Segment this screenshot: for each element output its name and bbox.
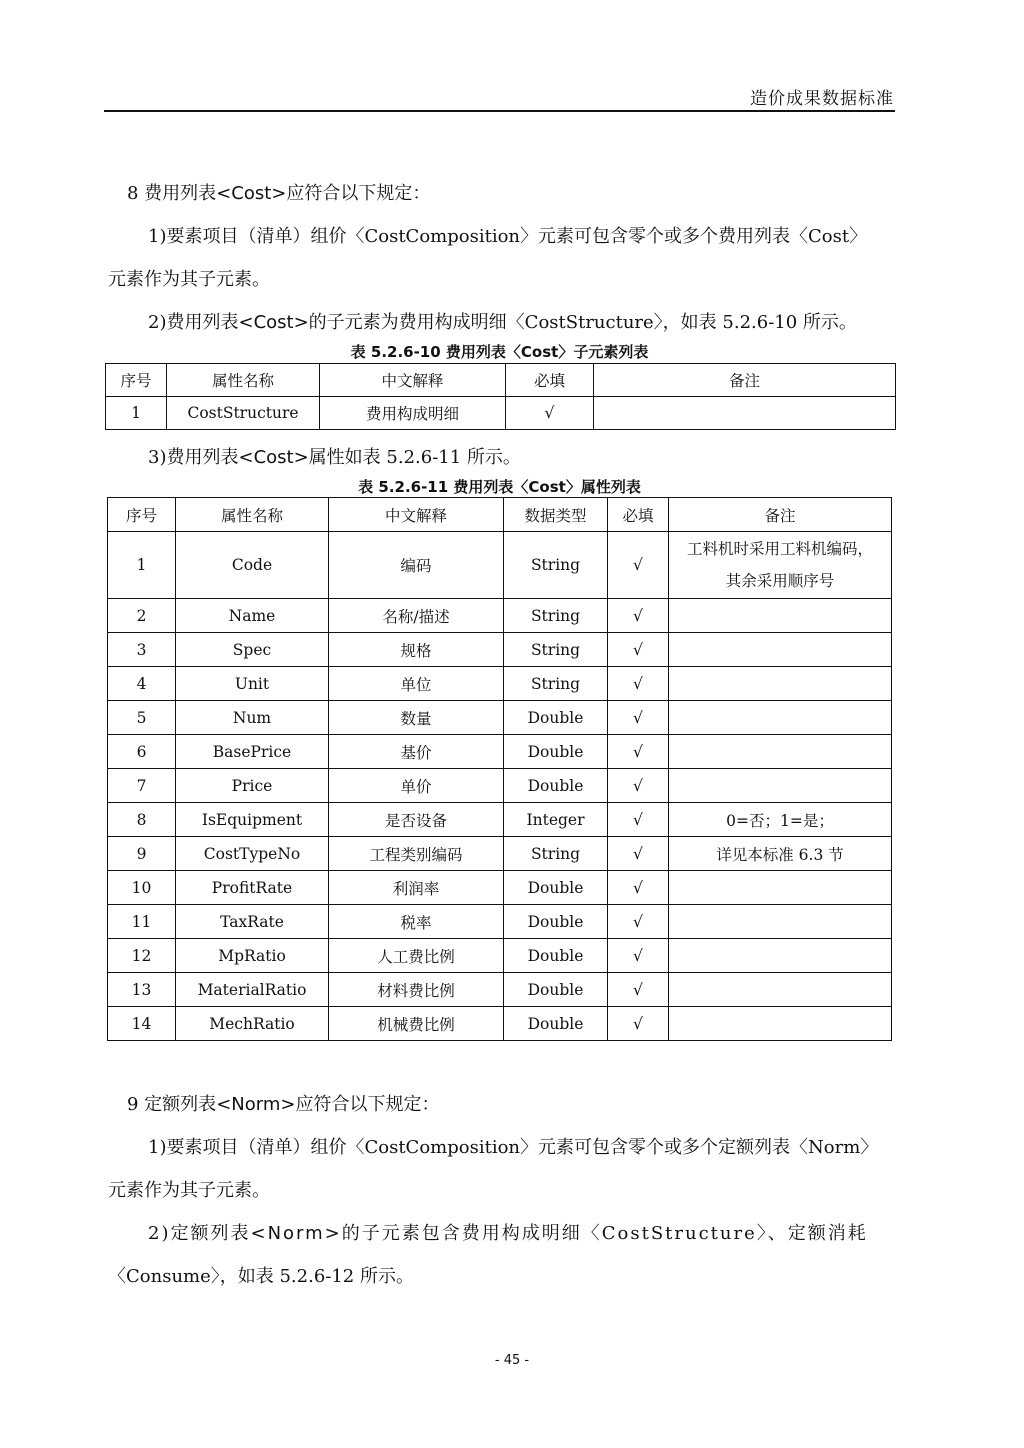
table-cell: Double	[504, 735, 608, 769]
table-cell	[669, 871, 892, 905]
table-cell: 5	[108, 701, 176, 735]
section-9-para-2-line-1	[148, 1222, 934, 1246]
section-8-heading-text: 8 费用列表	[127, 183, 217, 204]
table-10-header-cell: 序号	[106, 364, 167, 397]
table-row	[108, 1007, 892, 1041]
section-9-para-2-text: 2)定额列表	[148, 1223, 251, 1244]
table-row	[108, 599, 892, 633]
table-cell: Unit	[176, 667, 329, 701]
table-cell: CostTypeNo	[176, 837, 329, 871]
table-cell: 工料机时采用工料机编码，其余采用顺序号	[669, 532, 892, 599]
table-row	[108, 532, 892, 599]
table-10-header-cell: 中文解释	[320, 364, 506, 397]
table-10-caption: 表 5.2.6-10 费用列表〈Cost〉子元素列表	[350, 343, 649, 361]
section-9-para-2-tag: <Norm>	[250, 1223, 342, 1244]
table-cell	[669, 769, 892, 803]
page-number: - 45 -	[494, 1353, 530, 1368]
table-cell: String	[504, 667, 608, 701]
table-11-header-cell: 序号	[108, 498, 176, 532]
table-cell: Name	[176, 599, 329, 633]
section-8-para-2-text: 2)费用列表	[148, 312, 239, 333]
table-10-header-row	[106, 364, 896, 397]
section-9-para-1-line-2: 元素作为其子元素。	[108, 1180, 270, 1201]
table-cell	[669, 667, 892, 701]
table-cell: 1	[106, 397, 167, 430]
table-cell: Integer	[504, 803, 608, 837]
table-cell: √	[608, 769, 669, 803]
table-10	[105, 363, 896, 430]
table-cell	[669, 973, 892, 1007]
section-9-heading	[127, 1093, 913, 1117]
table-11-header-cell: 属性名称	[176, 498, 329, 532]
table-cell: CostStructure	[167, 397, 320, 430]
table-cell: 税率	[329, 905, 504, 939]
table-cell: 机械费比例	[329, 1007, 504, 1041]
table-cell: √	[608, 803, 669, 837]
table-11-header-cell: 数据类型	[504, 498, 608, 532]
table-cell: 2	[108, 599, 176, 633]
table-cell: √	[608, 735, 669, 769]
table-cell: Double	[504, 1007, 608, 1041]
table-cell: √	[608, 871, 669, 905]
table-cell: 工程类别编码	[329, 837, 504, 871]
section-9-para-1-line-1: 1)要素项目（清单）组价〈CostComposition〉元素可包含零个或多个定额列表〈Norm〉	[148, 1137, 879, 1158]
table-cell: 编码	[329, 532, 504, 599]
table-11-header-cell: 备注	[669, 498, 892, 532]
section-8-para-3-tag: <Cost>	[238, 447, 309, 468]
table-row	[108, 735, 892, 769]
table-cell: √	[506, 397, 594, 430]
table-cell	[669, 905, 892, 939]
table-cell: 0=否；1=是；	[669, 803, 892, 837]
table-row	[108, 701, 892, 735]
table-cell: √	[608, 532, 669, 599]
section-9-para-2-line-2: 〈Consume〉，如表 5.2.6-12 所示。	[108, 1266, 414, 1287]
table-cell: √	[608, 667, 669, 701]
table-cell: 利润率	[329, 871, 504, 905]
section-8-para-2	[148, 311, 934, 335]
table-cell	[669, 599, 892, 633]
table-cell: √	[608, 905, 669, 939]
table-cell: MpRatio	[176, 939, 329, 973]
section-8-para-3	[148, 446, 934, 470]
section-8-para-1-line-2: 元素作为其子元素。	[108, 269, 270, 290]
table-cell: 8	[108, 803, 176, 837]
table-row	[108, 769, 892, 803]
section-9-para-2-rest: 的子元素包含费用构成明细〈CostStructure〉、定额消耗	[341, 1223, 868, 1244]
table-11-header-cell: 必填	[608, 498, 669, 532]
table-11-caption: 表 5.2.6-11 费用列表〈Cost〉属性列表	[358, 478, 641, 496]
table-cell: 12	[108, 939, 176, 973]
table-cell: 1	[108, 532, 176, 599]
table-cell: √	[608, 633, 669, 667]
section-9-heading-text: 9 定额列表	[127, 1094, 217, 1115]
table-cell: 名称/描述	[329, 599, 504, 633]
table-cell	[669, 633, 892, 667]
table-cell: √	[608, 701, 669, 735]
section-9-heading-rest: 应符合以下规定：	[295, 1094, 440, 1115]
table-cell	[669, 735, 892, 769]
running-header-title: 造价成果数据标准	[750, 89, 894, 109]
table-10-header-cell: 属性名称	[167, 364, 320, 397]
table-cell	[669, 939, 892, 973]
table-cell	[669, 1007, 892, 1041]
table-cell: √	[608, 837, 669, 871]
table-cell: 9	[108, 837, 176, 871]
table-cell: Spec	[176, 633, 329, 667]
table-row	[108, 905, 892, 939]
table-cell: 单位	[329, 667, 504, 701]
table-cell	[594, 397, 896, 430]
table-cell: 详见本标准 6.3 节	[669, 837, 892, 871]
section-9-heading-tag: <Norm>	[216, 1094, 296, 1115]
table-row	[108, 871, 892, 905]
table-11	[107, 497, 892, 1041]
table-cell: Double	[504, 905, 608, 939]
table-row	[108, 837, 892, 871]
table-row	[108, 667, 892, 701]
section-8-para-1-line-1: 1)要素项目（清单）组价〈CostComposition〉元素可包含零个或多个费用列表〈Cost〉	[148, 226, 868, 247]
table-cell: MaterialRatio	[176, 973, 329, 1007]
table-cell: 4	[108, 667, 176, 701]
table-cell: String	[504, 599, 608, 633]
table-row	[108, 633, 892, 667]
section-8-para-3-rest: 属性如表 5.2.6-11 所示。	[308, 447, 521, 468]
table-row	[108, 939, 892, 973]
section-8-para-3-text: 3)费用列表	[148, 447, 239, 468]
table-cell: Double	[504, 939, 608, 973]
table-cell: Num	[176, 701, 329, 735]
table-cell: Double	[504, 701, 608, 735]
table-cell: √	[608, 939, 669, 973]
table-cell: 规格	[329, 633, 504, 667]
table-cell: 3	[108, 633, 176, 667]
table-cell: 费用构成明细	[320, 397, 506, 430]
table-cell: √	[608, 599, 669, 633]
table-cell: √	[608, 1007, 669, 1041]
table-cell	[669, 701, 892, 735]
table-cell: MechRatio	[176, 1007, 329, 1041]
table-row	[106, 397, 896, 430]
table-cell: Double	[504, 973, 608, 1007]
table-cell: 14	[108, 1007, 176, 1041]
table-cell: 是否设备	[329, 803, 504, 837]
table-11-header-row	[108, 498, 892, 532]
table-11-header-cell: 中文解释	[329, 498, 504, 532]
table-cell: 7	[108, 769, 176, 803]
table-cell: 数量	[329, 701, 504, 735]
table-cell: Double	[504, 871, 608, 905]
table-cell: String	[504, 532, 608, 599]
table-row	[108, 973, 892, 1007]
table-cell: 13	[108, 973, 176, 1007]
table-10-header-cell: 必填	[506, 364, 594, 397]
table-cell: BasePrice	[176, 735, 329, 769]
table-cell: String	[504, 633, 608, 667]
table-cell: 6	[108, 735, 176, 769]
table-cell: √	[608, 973, 669, 1007]
table-cell: 单价	[329, 769, 504, 803]
section-8-heading-tag: <Cost>	[216, 183, 287, 204]
table-cell: TaxRate	[176, 905, 329, 939]
table-cell: 基价	[329, 735, 504, 769]
table-cell: Price	[176, 769, 329, 803]
header-rule	[104, 110, 895, 112]
table-cell: Code	[176, 532, 329, 599]
table-cell: ProfitRate	[176, 871, 329, 905]
section-8-para-2-tag: <Cost>	[238, 312, 309, 333]
table-cell: 10	[108, 871, 176, 905]
table-10-header-cell: 备注	[594, 364, 896, 397]
table-cell: 11	[108, 905, 176, 939]
section-8-heading-rest: 应符合以下规定：	[286, 183, 431, 204]
table-cell: 材料费比例	[329, 973, 504, 1007]
table-cell: String	[504, 837, 608, 871]
table-cell: 人工费比例	[329, 939, 504, 973]
table-cell: Double	[504, 769, 608, 803]
section-8-para-2-rest: 的子元素为费用构成明细〈CostStructure〉，如表 5.2.6-10 所示。	[308, 312, 857, 333]
section-8-heading	[127, 182, 913, 206]
table-cell: IsEquipment	[176, 803, 329, 837]
table-row	[108, 803, 892, 837]
